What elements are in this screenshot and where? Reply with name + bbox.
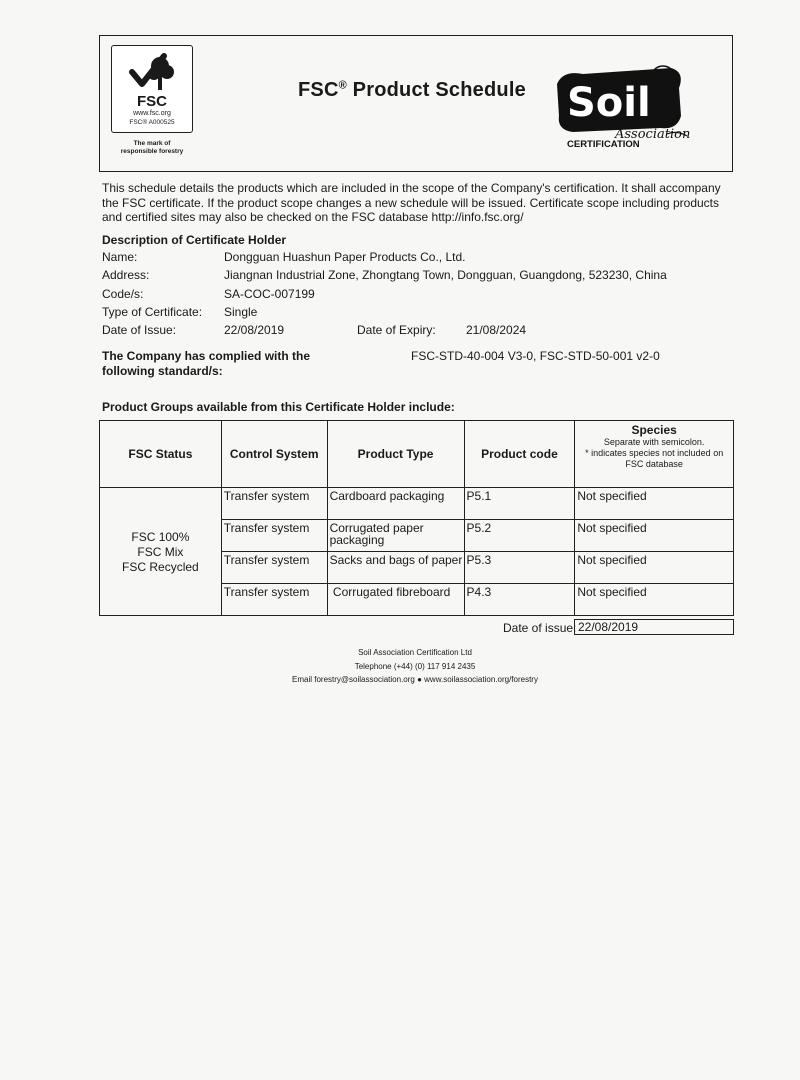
species-note-3: FSC database [625, 459, 683, 469]
species-cell: Not specified [575, 488, 734, 520]
soil-logo-certification: CERTIFICATION [567, 139, 640, 150]
fsc-mark-caption [112, 140, 192, 156]
fsc-logo-url: www.fsc.org [133, 110, 171, 117]
control-cell: Transfer system [221, 520, 327, 552]
product-type-line1: Cardboard packaging [329, 489, 445, 503]
product-type-line2: packaging [329, 533, 385, 547]
name-label: Name: [102, 250, 138, 264]
fsc-logo [111, 45, 193, 133]
product-code-cell: P5.3 [464, 552, 575, 584]
species-cell: Not specified [575, 584, 734, 616]
standards-label-line2: following standard/s: [102, 364, 223, 378]
type-label: Type of Certificate: [102, 305, 203, 319]
standards-value: FSC-STD-40-004 V3-0, FSC-STD-50-001 v2-0 [411, 349, 660, 363]
standards-label-line1: The Company has complied with the [102, 349, 311, 363]
issue-date-value: 22/08/2019 [224, 323, 285, 337]
control-cell: Transfer system [221, 584, 327, 616]
title-registered-mark: ® [338, 79, 347, 92]
date-of-issue-value: 22/08/2019 [574, 619, 734, 635]
product-type-line1: Corrugated fibreboard [329, 585, 451, 599]
address-label: Address: [102, 268, 150, 282]
product-code-cell: P5.1 [464, 488, 575, 520]
fsc-mark-line2: responsible forestry [120, 148, 184, 155]
status-line-2: FSC Mix [137, 545, 184, 559]
table-header-row [100, 421, 734, 488]
soil-association-logo-graphic [553, 58, 693, 150]
header-product-code: Product code [464, 421, 575, 488]
status-line-1: FSC 100% [131, 530, 190, 544]
footer-contact: Email forestry@soilassociation.org ● www.soilassociation.org/forestry [292, 675, 538, 684]
intro-paragraph: This schedule details the products which are included in the scope of the Company's certification. It shall accompany the FSC certificate. If the product scope changes a new schedule will be issued. Certificate scope including products and certified sites may also be checked on the FSC database http://info.fsc.org/ [102, 181, 721, 224]
species-note-1: Separate with semicolon. [603, 437, 705, 447]
species-note-2: * indicates species not included on [585, 448, 724, 458]
soil-association-logo [553, 58, 693, 150]
expiry-date-label: Date of Expiry: [357, 323, 436, 337]
product-code-cell: P5.2 [464, 520, 575, 552]
product-groups-table [99, 420, 734, 616]
holder-section-title: Description of Certificate Holder [102, 233, 287, 247]
title-fsc: FSC [298, 79, 339, 101]
address-value: Jiangnan Industrial Zone, Zhongtang Town, Dongguan, Guangdong, 523230, China [224, 268, 667, 282]
name-value: Dongguan Huashun Paper Products Co., Ltd. [224, 250, 466, 264]
soil-logo-association: Association [615, 127, 691, 142]
header-control-system: Control System [221, 421, 327, 488]
soil-logo-word: Soil [567, 80, 651, 126]
footer-company: Soil Association Certification Ltd [358, 648, 472, 657]
type-value: Single [224, 305, 258, 319]
header-species [575, 421, 734, 488]
fsc-mark-line1: The mark of [133, 140, 171, 147]
title-rest: Product Schedule [346, 79, 526, 101]
product-type-cell [327, 584, 464, 616]
code-value: SA-COC-007199 [224, 287, 315, 301]
product-type-cell [327, 488, 464, 520]
issue-date-label: Date of Issue: [102, 323, 177, 337]
species-title: Species [631, 423, 677, 437]
control-cell: Transfer system [221, 488, 327, 520]
product-code-cell: P4.3 [464, 584, 575, 616]
page-title [298, 79, 526, 102]
fsc-status-cell [100, 488, 222, 616]
table-row [100, 488, 734, 520]
footer-telephone: Telephone (+44) (0) 117 914 2435 [354, 662, 476, 671]
species-cell: Not specified [575, 520, 734, 552]
header-product-type: Product Type [327, 421, 464, 488]
status-line-3: FSC Recycled [122, 560, 199, 574]
product-type-line1: Corrugated paper [329, 521, 424, 535]
fsc-tree-check-icon [126, 50, 178, 94]
standards-label [102, 349, 332, 379]
control-cell: Transfer system [221, 552, 327, 584]
product-type-cell [327, 552, 464, 584]
species-cell: Not specified [575, 552, 734, 584]
expiry-date-value: 21/08/2024 [466, 323, 527, 337]
product-groups-title: Product Groups available from this Certificate Holder include: [102, 400, 455, 414]
product-type-line1: Sacks and bags of paper [329, 553, 463, 567]
date-of-issue-label: Date of issue: [503, 621, 577, 635]
fsc-logo-code: FSC® A000525 [129, 119, 175, 126]
code-label: Code/s: [102, 287, 144, 301]
header-fsc-status: FSC Status [100, 421, 222, 488]
fsc-logo-word: FSC [137, 93, 167, 110]
product-type-cell [327, 520, 464, 552]
